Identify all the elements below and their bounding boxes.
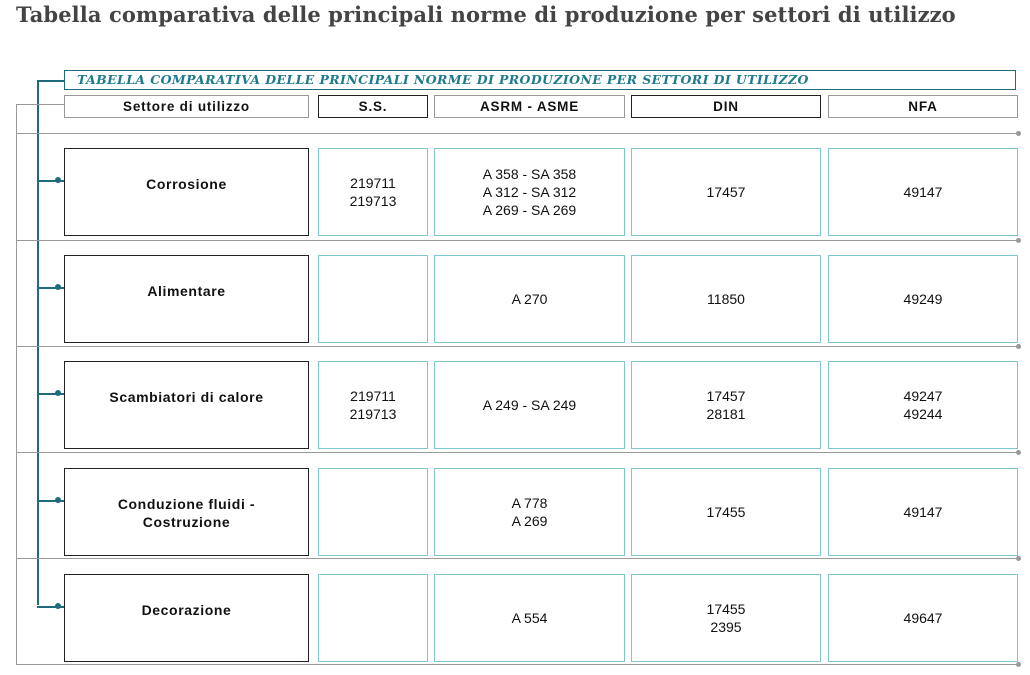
row-divider xyxy=(16,133,1018,134)
cell-nfa xyxy=(828,468,1018,556)
tree-node-dot xyxy=(55,497,61,503)
cell-line: 49244 xyxy=(903,406,943,422)
cell-sector xyxy=(64,255,309,343)
cell-ss xyxy=(318,468,428,556)
divider-end-dot xyxy=(1016,238,1021,243)
cell-asrm xyxy=(434,574,625,662)
tree-node-dot xyxy=(55,603,61,609)
cell-sector xyxy=(64,361,309,449)
cell-line: Corrosione xyxy=(146,176,227,192)
cell-line: Costruzione xyxy=(142,514,231,530)
header-asrm-asme: ASRM - ASME xyxy=(434,95,625,118)
cell-din xyxy=(631,255,821,343)
cell-sector xyxy=(64,148,309,236)
cell-line: 219711 xyxy=(350,388,396,404)
cell-line: 2395 xyxy=(710,619,742,635)
cell-line: A 358 - SA 358 xyxy=(482,166,577,182)
cell-line: 28181 xyxy=(706,406,746,422)
tree-connector-stub xyxy=(37,80,64,82)
cell-nfa xyxy=(828,574,1018,662)
cell-din xyxy=(631,361,821,449)
tree-connector-line xyxy=(37,80,39,605)
cell-line: 219711 xyxy=(350,175,396,191)
cell-asrm xyxy=(434,468,625,556)
cell-line: A 249 - SA 249 xyxy=(482,397,577,413)
cell-asrm xyxy=(434,361,625,449)
cell-line: 219713 xyxy=(349,193,397,209)
divider-end-dot xyxy=(1016,662,1021,667)
cell-line: A 554 xyxy=(511,610,548,626)
cell-asrm xyxy=(434,255,625,343)
cell-line: 17455 xyxy=(706,601,746,617)
cell-line: A 269 xyxy=(511,513,548,529)
gray-connector-line xyxy=(16,104,17,664)
tree-node-dot xyxy=(55,284,61,290)
row-divider xyxy=(16,664,1018,665)
cell-sector xyxy=(64,574,309,662)
cell-line: 49147 xyxy=(903,184,943,200)
cell-nfa xyxy=(828,361,1018,449)
cell-nfa xyxy=(828,148,1018,236)
cell-ss xyxy=(318,255,428,343)
row-divider xyxy=(16,452,1018,453)
cell-line: 17457 xyxy=(706,184,746,200)
row-divider xyxy=(16,240,1018,241)
page-title: Tabella comparativa delle principali norme di produzione per settori di utilizzo xyxy=(16,2,956,27)
divider-end-dot xyxy=(1016,450,1021,455)
cell-line: Alimentare xyxy=(147,283,226,299)
divider-end-dot xyxy=(1016,131,1021,136)
cell-line: 17455 xyxy=(706,504,746,520)
cell-sector xyxy=(64,468,309,556)
cell-ss xyxy=(318,574,428,662)
cell-line: A 778 xyxy=(511,495,548,511)
gray-connector-stub xyxy=(16,104,64,105)
cell-line: Scambiatori di calore xyxy=(109,389,264,405)
table-banner: TABELLA COMPARATIVA DELLE PRINCIPALI NORME DI PRODUZIONE PER SETTORI DI UTILIZZO xyxy=(64,70,1016,90)
row-divider xyxy=(16,346,1018,347)
cell-line: 49249 xyxy=(903,291,943,307)
cell-din xyxy=(631,148,821,236)
divider-end-dot xyxy=(1016,344,1021,349)
cell-line: A 269 - SA 269 xyxy=(482,202,577,218)
cell-din xyxy=(631,468,821,556)
cell-line: Conduzione fluidi - xyxy=(117,496,256,512)
cell-line: 49247 xyxy=(903,388,943,404)
header-sector: Settore di utilizzo xyxy=(64,95,309,118)
cell-din xyxy=(631,574,821,662)
cell-asrm xyxy=(434,148,625,236)
cell-line: 219713 xyxy=(349,406,397,422)
cell-line: 11850 xyxy=(707,291,745,307)
header-nfa: NFA xyxy=(828,95,1018,118)
cell-line: Decorazione xyxy=(141,602,232,618)
cell-line: 17457 xyxy=(706,388,746,404)
cell-line: A 312 - SA 312 xyxy=(482,184,577,200)
row-divider xyxy=(16,558,1018,559)
cell-line: 49147 xyxy=(903,504,943,520)
divider-end-dot xyxy=(1016,556,1021,561)
cell-ss xyxy=(318,148,428,236)
cell-ss xyxy=(318,361,428,449)
cell-line: 49647 xyxy=(903,610,943,626)
header-ss: S.S. xyxy=(318,95,428,118)
header-din: DIN xyxy=(631,95,821,118)
cell-nfa xyxy=(828,255,1018,343)
cell-line: A 270 xyxy=(511,291,548,307)
tree-node-dot xyxy=(55,177,61,183)
tree-node-dot xyxy=(55,390,61,396)
